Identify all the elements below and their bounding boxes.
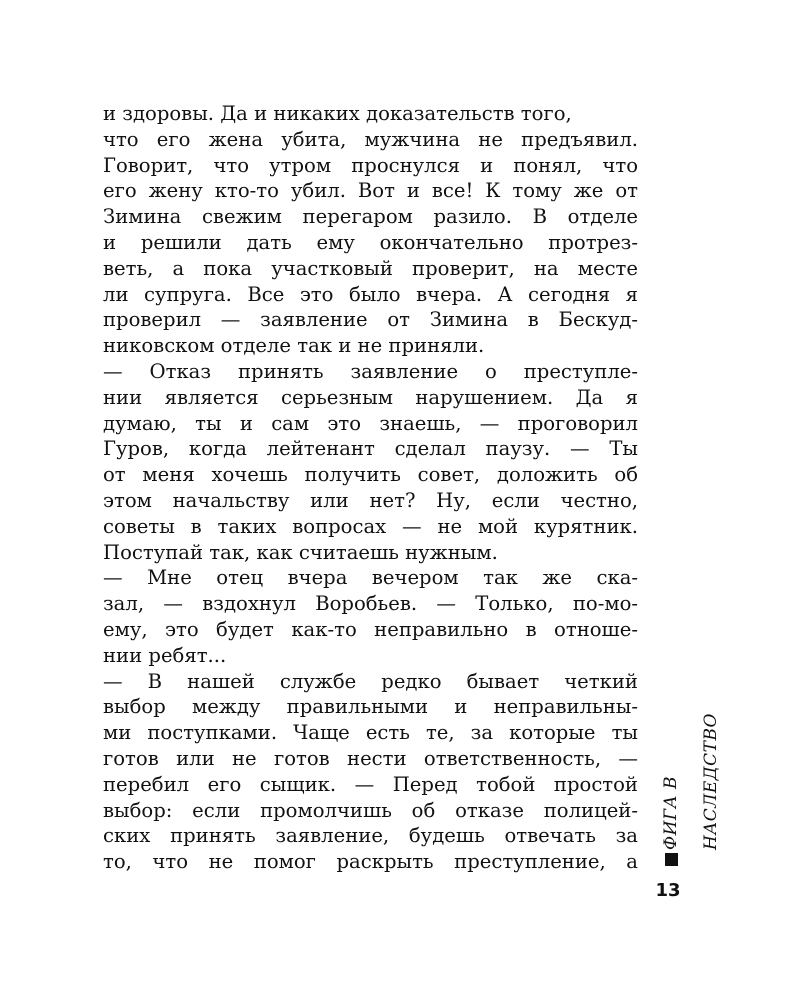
text-line: ли супруга. Все это было вчера. А сегодня я [103, 282, 638, 306]
running-title: ФИГА В НАСЛЕДСТВО [661, 713, 721, 850]
text-line: его жену кто-то убил. Вот и все! К тому же от [103, 179, 638, 203]
page-number: 13 [655, 880, 681, 901]
text-line: — В нашей службе редко бывает четкий [103, 669, 638, 693]
text-line: Поступай так, как считаешь нужным. [103, 540, 498, 564]
text-line: Говорит, что утром проснулся и понял, что [103, 153, 638, 177]
text-line: проверил — заявление от Зимина в Бескуд- [103, 308, 638, 332]
text-line: то, что не помог раскрыть преступление, а [103, 850, 638, 874]
text-line: ему, это будет как-то неправильно в отноше- [103, 617, 638, 641]
square-bullet-icon [665, 853, 678, 866]
text-line: — Мне отец вчера вечером так же ска- [103, 566, 638, 590]
text-line: Гуров, когда лейтенант сделал паузу. — Ты [103, 437, 638, 461]
text-line: — Отказ принять заявление о преступле- [103, 359, 638, 383]
text-line: готов или не готов нести ответственность, — [103, 746, 638, 770]
text-line: думаю, ты и сам это знаешь, — проговорил [103, 411, 638, 435]
text-line: нии ребят... [103, 643, 227, 667]
text-line: веть, а пока участковый проверит, на месте [103, 256, 638, 280]
text-line: этом начальству или нет? Ну, если честно, [103, 488, 638, 512]
text-line: нии является серьезным нарушением. Да я [103, 385, 638, 409]
text-line: ских принять заявление, будешь отвечать за [103, 824, 638, 848]
text-line: выбор: если промолчишь об отказе полицей- [103, 798, 638, 822]
text-line: перебил его сыщик. — Перед тобой простой [103, 772, 638, 796]
text-line: что его жена убита, мужчина не предъявил. [103, 127, 638, 151]
text-line: и здоровы. Да и никаких доказательств того, [103, 102, 572, 125]
text-line: Зимина свежим перегаром разило. В отделе [103, 205, 638, 229]
text-line: выбор между правильными и неправильны- [103, 695, 638, 719]
text-line: никовском отделе так и не приняли. [103, 334, 485, 358]
body-text [103, 101, 638, 875]
text-line: ми поступками. Чаще есть те, за которые ты [103, 721, 638, 745]
text-line: и решили дать ему окончательно протрез- [103, 230, 638, 254]
text-line: зал, — вздохнул Воробьев. — Только, по-мо- [103, 592, 638, 616]
running-title-block [651, 660, 721, 870]
text-line: от меня хочешь получить совет, доложить об [103, 463, 638, 487]
text-line: советы в таких вопросах — не мой курятник. [103, 514, 638, 538]
